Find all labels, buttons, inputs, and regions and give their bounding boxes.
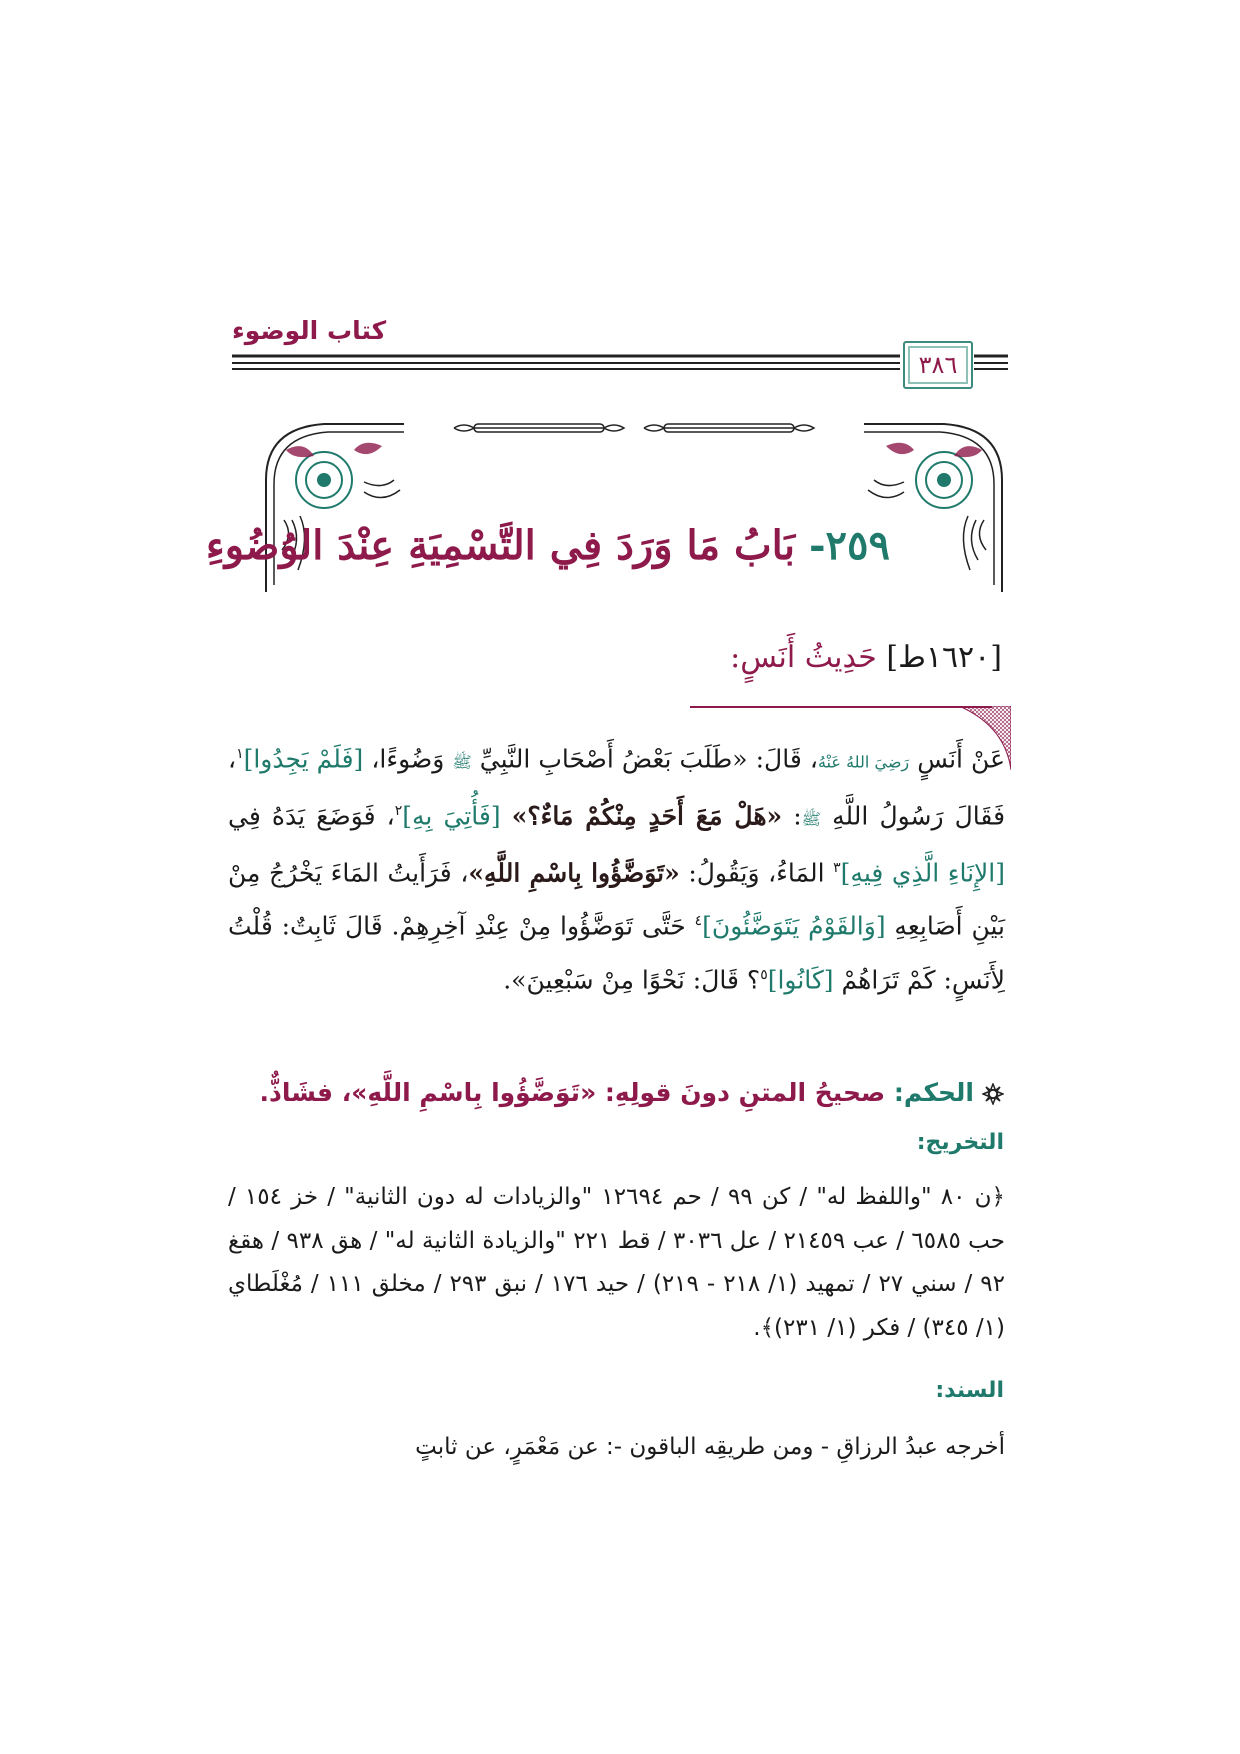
takhrij-text: ﴿ن ٨٠ "واللفظ له" / كن ٩٩ / حم ١٢٦٩٤ "والزيادات له دون الثانية" / خز ١٥٤ / حب ٦٥٨٥ / عب ٢١٤٥٩ / عل ٣٠٣٦ / قط ٢٢١ "والزيادة الثانية له" / هق ٩٣٨ / هقغ ٩٢ / سني ٢٧ / تمهيد (١/ ٢١٨ - ٢١٩) / حيد ١٧٦ / نبق ٢٩٣ / مخلق ١١١ / مُغْلَطاي (١/ ٣٤٥) / فكر (١/ ٢٣١)﴾. xyxy=(228,1184,1006,1341)
hadith-text-segment: عَنْ أَنَسٍ xyxy=(909,744,1005,774)
honorific: ﷺ xyxy=(801,809,821,829)
chapter-title xyxy=(206,522,890,569)
hadith-heading-number: [١٦٢٠ط] xyxy=(886,640,1002,675)
honorific: ﷺ xyxy=(452,752,472,772)
hadith-text-segment: ، فَرَأَيتُ المَاءَ يَخْرُجُ مِنْ بَيْنِ أَصَابِعِهِ xyxy=(228,857,1005,941)
hadith-text-segment: : xyxy=(782,801,802,831)
takhrij-label: التخريج: xyxy=(916,1130,1004,1155)
hadith-text-segment: حَتَّى تَوَضَّؤُوا مِنْ عِنْدِ آخِرِهِمْ. قَالَ ثَابِتٌ: قُلْتُ لِأَنَسٍ: كَمْ تَرَاهُمْ xyxy=(228,911,1005,995)
footnote-marker: ١ xyxy=(236,746,244,762)
header-rules xyxy=(232,348,1008,378)
footnote-marker: ٣ xyxy=(833,859,841,876)
variant-reading: [الإِنَاءِ الَّذِي فِيهِ] xyxy=(840,857,1005,887)
ruling-text: صحيحُ المتنِ دونَ قولِهِ: «تَوَضَّؤُوا بِاسْمِ اللَّهِ»، فشَاذٌّ. xyxy=(259,1078,886,1107)
hadith-text xyxy=(228,730,1005,1005)
honorific: رَضِيَ اللهُ عَنْهُ xyxy=(817,752,910,772)
ruling xyxy=(260,1078,1005,1107)
top-cartouches xyxy=(454,424,814,432)
flower-ornament-icon xyxy=(982,1083,1004,1105)
variant-reading: [فَلَمْ يَجِدُوا] xyxy=(243,744,364,774)
hadith-text-segment xyxy=(501,801,512,830)
chapter-title-text: بَابُ مَا وَرَدَ فِي التَّسْمِيَةِ عِنْدَ الوُضُوءِ xyxy=(205,522,795,569)
isnad-text: أخرجه عبدُ الرزاقِ - ومن طريقِه الباقون -: عن مَعْمَرٍ، عن ثابتٍ xyxy=(415,1434,1005,1460)
hadith-heading xyxy=(730,640,1002,675)
footnote-marker: ٥ xyxy=(760,967,768,984)
variant-reading: [كَانُوا] xyxy=(767,965,834,995)
ruling-label: الحكم: xyxy=(893,1078,974,1107)
variant-reading: [وَالقَوْمُ يَتَوَضَّئُونَ] xyxy=(702,911,886,941)
running-title: كتاب الوضوء xyxy=(232,316,387,345)
page-number: ٣٨٦ xyxy=(903,341,973,389)
heading-rule xyxy=(690,706,992,708)
hadith-text-segment: المَاءُ، وَيَقُولُ: xyxy=(679,857,834,887)
isnad-label: السند: xyxy=(935,1378,1004,1403)
hadith-text-segment: وَضُوءًا، xyxy=(363,744,453,774)
hadith-heading-name: حَدِيثُ أَنَسٍ: xyxy=(730,640,877,675)
hadith-text-segment: ؟ قَالَ: نَحْوًا مِنْ سَبْعِينَ». xyxy=(503,965,761,995)
chapter-number: ٢٥٩- xyxy=(808,522,890,569)
footnote-marker: ٢ xyxy=(394,802,403,819)
prophetic-speech: «تَوَضَّؤُوا بِاسْمِ اللَّهِ» xyxy=(468,857,680,887)
hadith-text-segment: ، فَقَالَ رَسُولُ اللَّهِ xyxy=(228,744,1006,831)
hadith-text-segment: ، فَوَضَعَ يَدَهُ فِي xyxy=(228,801,395,831)
prophetic-speech: «هَلْ مَعَ أَحَدٍ مِنْكُمْ مَاءٌ؟» xyxy=(511,801,783,831)
hadith-text-segment: ، قَالَ: «طَلَبَ بَعْضُ أَصْحَابِ النَّبِيِّ xyxy=(471,744,818,774)
variant-reading: [فَأُتِيَ بِهِ] xyxy=(402,801,501,831)
footnote-marker: ٤ xyxy=(694,913,703,930)
